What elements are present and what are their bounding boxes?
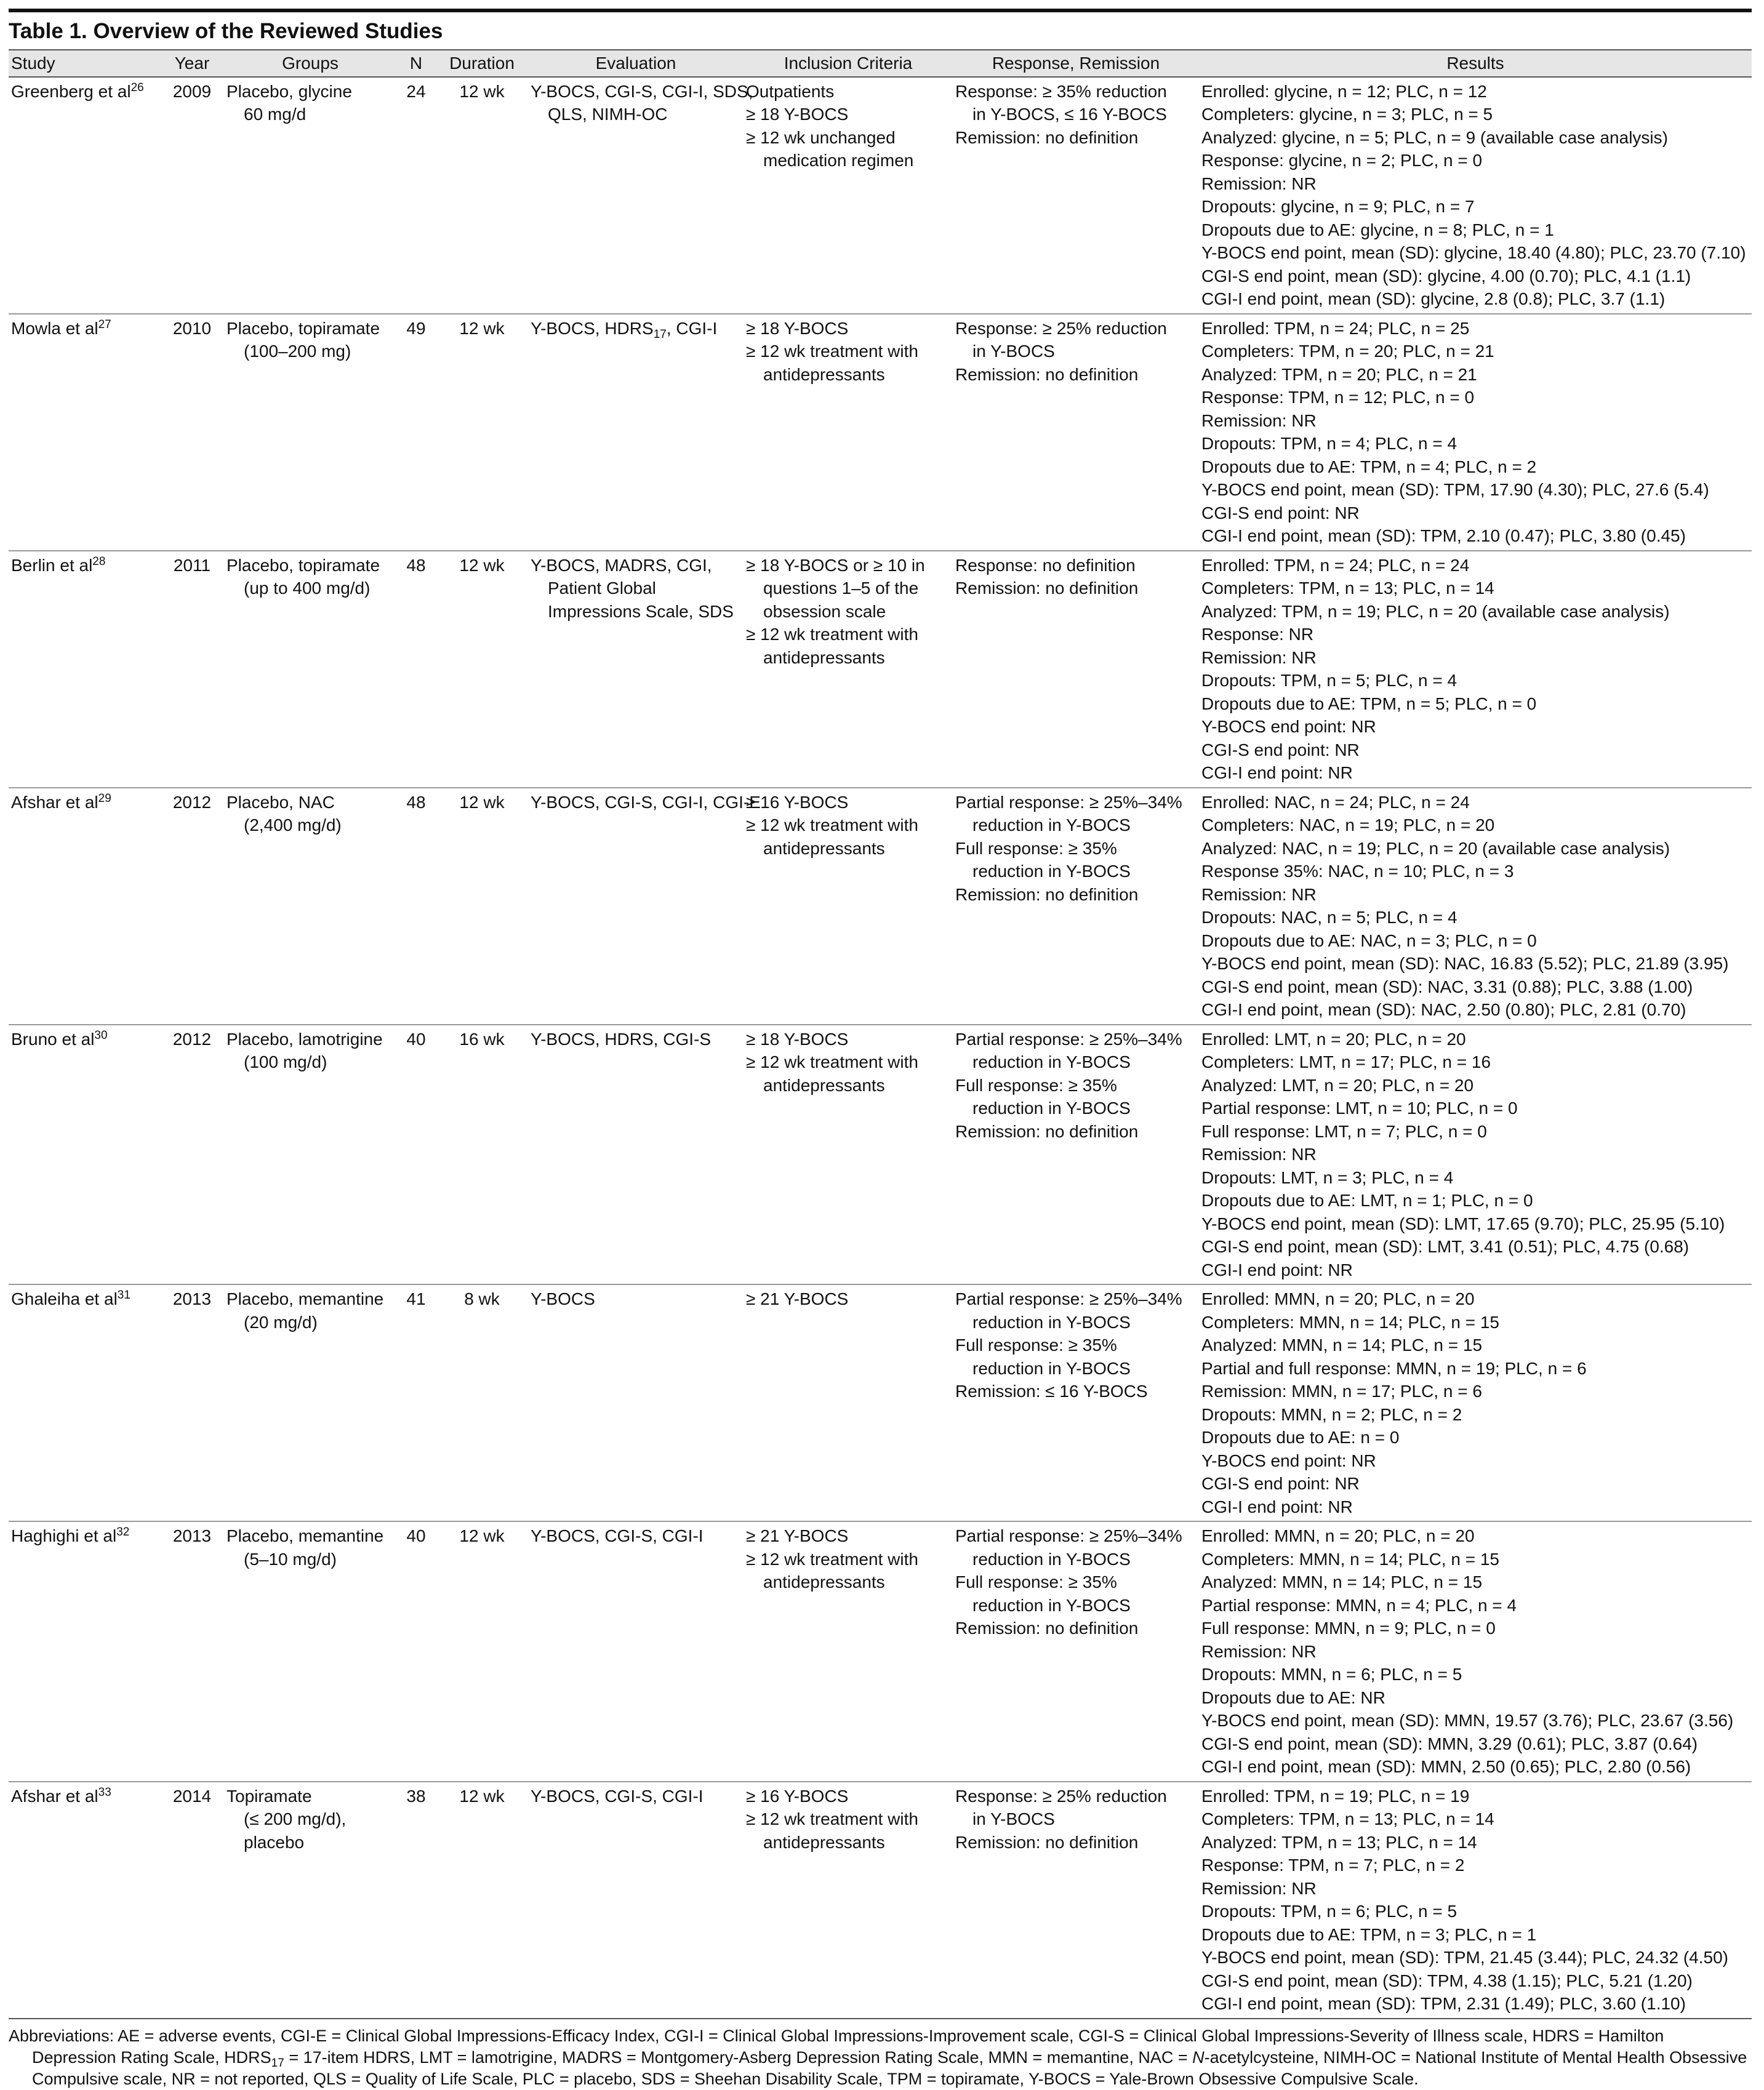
results-line: CGI-S end point, mean (SD): TPM, 4.38 (1.15); PLC, 5.21 (1.20) — [1201, 1971, 1693, 1990]
response-line: Remission: no definition — [955, 1121, 1139, 1141]
results-line: Remission: NR — [1201, 1641, 1317, 1661]
results-line: CGI-I end point: NR — [1201, 1260, 1353, 1279]
response-line: Response: ≥ 25% reduction — [955, 318, 1167, 338]
table-row — [9, 1284, 1752, 1521]
response-line: Partial response: ≥ 25%–34% — [955, 1029, 1182, 1049]
table-row — [9, 1025, 1752, 1285]
results-line: Completers: TPM, n = 13; PLC, n = 14 — [1201, 579, 1494, 598]
groups-line: (20 mg/d) — [244, 1312, 318, 1332]
results-line: Y-BOCS end point, mean (SD): TPM, 17.90 (4.30); PLC, 27.6 (5.4) — [1201, 480, 1709, 499]
results-line: CGI-S end point: NR — [1201, 503, 1360, 522]
study-name: Berlin et al — [11, 555, 93, 575]
groups-cell — [224, 1782, 396, 2019]
results-line: Completers: TPM, n = 20; PLC, n = 21 — [1201, 342, 1494, 361]
response-line: Response: no definition — [955, 555, 1136, 575]
results-line: Partial response: LMT, n = 10; PLC, n = 0 — [1201, 1099, 1518, 1118]
response-line: Remission: ≤ 16 Y-BOCS — [955, 1382, 1148, 1401]
results-line: Dropouts: TPM, n = 6; PLC, n = 5 — [1201, 1902, 1457, 1921]
year-cell: 2013 — [160, 1284, 224, 1521]
results-line: Response: TPM, n = 7; PLC, n = 2 — [1201, 1856, 1465, 1875]
results-line: Remission: MMN, n = 17; PLC, n = 6 — [1201, 1382, 1482, 1401]
response-line: in Y-BOCS — [972, 342, 1055, 361]
results-line: Analyzed: glycine, n = 5; PLC, n = 9 (available case analysis) — [1201, 127, 1668, 147]
results-line: Y-BOCS end point, mean (SD): TPM, 21.45 (3.44); PLC, 24.32 (4.50) — [1201, 1948, 1728, 1967]
inclusion-line: antidepressants — [763, 647, 885, 667]
evaluation-cell — [528, 314, 744, 551]
inclusion-line: antidepressants — [763, 364, 885, 384]
study-name: Ghaleiha et al — [11, 1289, 118, 1308]
response-line: in Y-BOCS — [972, 1809, 1055, 1828]
study-cell — [9, 1284, 160, 1521]
response-line: Remission: no definition — [955, 1619, 1139, 1638]
groups-cell — [224, 77, 396, 314]
results-line: Response 35%: NAC, n = 10; PLC, n = 3 — [1201, 862, 1514, 881]
results-line: Completers: NAC, n = 19; PLC, n = 20 — [1201, 815, 1495, 835]
year-cell: 2009 — [160, 77, 224, 314]
table-row — [9, 788, 1752, 1025]
inclusion-line: ≥ 18 Y-BOCS — [746, 105, 849, 124]
inclusion-line: ≥ 18 Y-BOCS — [746, 1029, 849, 1049]
n-cell: 41 — [396, 1284, 436, 1521]
results-line: Dropouts: TPM, n = 5; PLC, n = 4 — [1201, 671, 1457, 690]
year-cell: 2012 — [160, 788, 224, 1025]
evaluation-cell — [528, 1284, 744, 1521]
response-line: Partial response: ≥ 25%–34% — [955, 1526, 1182, 1545]
reference-number: 33 — [98, 1785, 111, 1799]
year-cell: 2012 — [160, 1025, 224, 1285]
evaluation-cell — [528, 1025, 744, 1285]
results-line: Remission: NR — [1201, 410, 1317, 430]
inclusion-line: ≥ 16 Y-BOCS — [746, 792, 849, 812]
response-line: Partial response: ≥ 25%–34% — [955, 1289, 1182, 1308]
results-line: Partial response: MMN, n = 4; PLC, n = 4 — [1201, 1595, 1517, 1615]
groups-line: placebo — [244, 1832, 305, 1852]
response-line: Remission: no definition — [955, 884, 1139, 904]
inclusion-line: antidepressants — [763, 838, 885, 858]
results-line: Enrolled: glycine, n = 12; PLC, n = 12 — [1201, 81, 1487, 101]
results-line: Enrolled: TPM, n = 24; PLC, n = 25 — [1201, 318, 1470, 338]
response-cell — [953, 1521, 1199, 1782]
groups-line: (2,400 mg/d) — [244, 815, 342, 835]
response-cell — [953, 1025, 1199, 1285]
groups-cell — [224, 314, 396, 551]
results-line: Enrolled: MMN, n = 20; PLC, n = 20 — [1201, 1526, 1475, 1545]
study-name: Greenberg et al — [11, 81, 131, 101]
inclusion-line: ≥ 12 wk treatment with — [746, 625, 918, 644]
inclusion-line: ≥ 12 wk treatment with — [746, 342, 918, 361]
results-line: Analyzed: TPM, n = 19; PLC, n = 20 (available case analysis) — [1201, 601, 1670, 621]
groups-line: (5–10 mg/d) — [244, 1549, 337, 1569]
response-line: reduction in Y-BOCS — [972, 1549, 1131, 1569]
results-line: Completers: glycine, n = 3; PLC, n = 5 — [1201, 105, 1493, 124]
evaluation-cell — [528, 1521, 744, 1782]
results-cell — [1199, 1284, 1752, 1521]
table-row — [9, 1521, 1752, 1782]
evaluation-line: Patient Global — [548, 579, 656, 598]
results-cell — [1199, 788, 1752, 1025]
results-line: Enrolled: TPM, n = 24; PLC, n = 24 — [1201, 555, 1470, 575]
results-line: Analyzed: TPM, n = 13; PLC, n = 14 — [1201, 1832, 1477, 1852]
inclusion-cell — [744, 551, 953, 788]
results-line: Y-BOCS end point, mean (SD): MMN, 19.57 (3.76); PLC, 23.67 (3.56) — [1201, 1711, 1734, 1730]
results-line: Remission: NR — [1201, 1878, 1317, 1898]
evaluation-line: Y-BOCS, MADRS, CGI, — [531, 555, 712, 575]
results-line: Y-BOCS end point: NR — [1201, 1451, 1376, 1470]
results-line: Completers: LMT, n = 17; PLC, n = 16 — [1201, 1052, 1491, 1071]
results-line: Dropouts due to AE: LMT, n = 1; PLC, n = 0 — [1201, 1191, 1533, 1210]
evaluation-cell — [528, 77, 753, 314]
reference-number: 27 — [98, 318, 111, 331]
subscript-17: 17 — [653, 327, 667, 341]
inclusion-line: ≥ 12 wk unchanged — [746, 127, 896, 147]
n-cell: 48 — [396, 788, 436, 1025]
results-line: Partial and full response: MMN, n = 19; PLC, n = 6 — [1201, 1358, 1587, 1378]
header-results: Results — [1199, 50, 1752, 77]
inclusion-cell — [744, 1521, 953, 1782]
response-line: Partial response: ≥ 25%–34% — [955, 792, 1182, 812]
response-line: Remission: no definition — [955, 1832, 1139, 1852]
results-line: Completers: MMN, n = 14; PLC, n = 15 — [1201, 1312, 1499, 1332]
results-line: CGI-I end point, mean (SD): NAC, 2.50 (0.80); PLC, 2.81 (0.70) — [1201, 1000, 1686, 1019]
inclusion-cell — [744, 788, 953, 1025]
n-cell: 38 — [396, 1782, 436, 2019]
subscript-17: 17 — [271, 2056, 284, 2070]
study-cell — [9, 77, 160, 314]
study-name: Haghighi et al — [11, 1526, 117, 1545]
study-name: Mowla et al — [11, 318, 98, 338]
year-cell: 2014 — [160, 1782, 224, 2019]
inclusion-line: ≥ 12 wk treatment with — [746, 1052, 918, 1071]
response-cell — [953, 314, 1199, 551]
results-line: Enrolled: NAC, n = 24; PLC, n = 24 — [1201, 792, 1470, 812]
results-line: Dropouts: MMN, n = 2; PLC, n = 2 — [1201, 1404, 1462, 1424]
response-line: reduction in Y-BOCS — [972, 1358, 1131, 1378]
results-line: Enrolled: MMN, n = 20; PLC, n = 20 — [1201, 1289, 1475, 1308]
inclusion-line: ≥ 12 wk treatment with — [746, 815, 918, 835]
response-line: Response: ≥ 25% reduction — [955, 1786, 1167, 1806]
results-cell — [1199, 551, 1752, 788]
results-line: Enrolled: LMT, n = 20; PLC, n = 20 — [1201, 1029, 1466, 1049]
results-line: Y-BOCS end point: NR — [1201, 717, 1376, 736]
groups-cell — [224, 788, 396, 1025]
n-cell: 40 — [396, 1025, 436, 1285]
header-year: Year — [160, 50, 224, 77]
groups-line: (100–200 mg) — [244, 342, 351, 361]
results-line: Analyzed: MMN, n = 14; PLC, n = 15 — [1201, 1335, 1483, 1355]
inclusion-line: ≥ 21 Y-BOCS — [746, 1289, 849, 1308]
groups-line: Topiramate — [227, 1786, 312, 1806]
results-line: Y-BOCS end point, mean (SD): LMT, 17.65 (9.70); PLC, 25.95 (5.10) — [1201, 1214, 1725, 1233]
response-line: Full response: ≥ 35% — [955, 1075, 1117, 1095]
results-line: CGI-I end point: NR — [1201, 763, 1353, 782]
n-cell: 24 — [396, 77, 436, 314]
results-line: CGI-S end point: NR — [1201, 1474, 1360, 1493]
results-line: Dropouts: MMN, n = 6; PLC, n = 5 — [1201, 1665, 1462, 1684]
response-line: Response: ≥ 35% reduction — [955, 81, 1167, 101]
results-line: Response: TPM, n = 12; PLC, n = 0 — [1201, 388, 1475, 407]
results-line: Dropouts due to AE: glycine, n = 8; PLC, n = 1 — [1201, 220, 1554, 239]
reference-number: 26 — [130, 81, 144, 94]
duration-cell: 8 wk — [436, 1284, 528, 1521]
results-line: Dropouts due to AE: TPM, n = 5; PLC, n = 0 — [1201, 694, 1537, 713]
response-line: reduction in Y-BOCS — [972, 1099, 1131, 1118]
results-line: Remission: NR — [1201, 174, 1317, 193]
evaluation-line: Y-BOCS, $HDRS_{17}$, CGI-I — [531, 318, 718, 341]
results-line: Dropouts due to AE: NR — [1201, 1688, 1385, 1707]
results-line: Dropouts: TPM, n = 4; PLC, n = 4 — [1201, 434, 1457, 453]
results-line: Dropouts due to AE: NAC, n = 3; PLC, n = 0 — [1201, 931, 1537, 950]
evaluation-cell — [528, 1782, 744, 2019]
groups-cell — [224, 1025, 396, 1285]
year-cell: 2013 — [160, 1521, 224, 1782]
table-body — [9, 77, 1752, 2019]
results-line: Dropouts: glycine, n = 9; PLC, n = 7 — [1201, 197, 1475, 216]
response-cell — [953, 77, 1199, 314]
results-line: Remission: NR — [1201, 884, 1317, 904]
evaluation-line: Y-BOCS, CGI-S, CGI-I, SDS, — [531, 81, 753, 101]
results-line: Analyzed: MMN, n = 14; PLC, n = 15 — [1201, 1572, 1483, 1592]
response-line: Full response: ≥ 35% — [955, 1335, 1117, 1355]
inclusion-line: ≥ 12 wk treatment with — [746, 1809, 918, 1828]
results-line: Analyzed: LMT, n = 20; PLC, n = 20 — [1201, 1075, 1474, 1095]
results-line: Completers: TPM, n = 13; PLC, n = 14 — [1201, 1809, 1494, 1828]
results-line: Response: NR — [1201, 625, 1314, 644]
evaluation-line: Y-BOCS — [531, 1289, 595, 1308]
evaluation-cell — [528, 788, 761, 1025]
results-line: Y-BOCS end point, mean (SD): glycine, 18.40 (4.80); PLC, 23.70 (7.10) — [1201, 243, 1746, 262]
groups-line: Placebo, topiramate — [227, 555, 380, 575]
n-cell: 49 — [396, 314, 436, 551]
results-cell — [1199, 77, 1752, 314]
inclusion-cell — [744, 77, 953, 314]
results-line: CGI-S end point, mean (SD): MMN, 3.29 (0.61); PLC, 3.87 (0.64) — [1201, 1734, 1698, 1753]
duration-cell: 12 wk — [436, 314, 528, 551]
evaluation-line: QLS, NIMH-OC — [548, 105, 668, 124]
table-row — [9, 314, 1752, 551]
study-cell — [9, 551, 160, 788]
study-name: Afshar et al — [11, 1786, 98, 1806]
results-line: CGI-I end point, mean (SD): MMN, 2.50 (0.65); PLC, 2.80 (0.56) — [1201, 1757, 1691, 1776]
n-cell: 48 — [396, 551, 436, 788]
results-line: CGI-S end point, mean (SD): LMT, 3.41 (0.51); PLC, 4.75 (0.68) — [1201, 1237, 1690, 1256]
results-cell — [1199, 1782, 1752, 2019]
inclusion-line: questions 1–5 of the — [763, 579, 919, 598]
header-response: Response, Remission — [953, 50, 1199, 77]
groups-line: Placebo, glycine — [227, 81, 352, 101]
table-row — [9, 77, 1752, 314]
table-title: Table 1. Overview of the Reviewed Studies — [9, 19, 443, 43]
inclusion-line: ≥ 21 Y-BOCS — [746, 1526, 849, 1545]
response-line: Remission: no definition — [955, 579, 1139, 598]
evaluation-line: Y-BOCS, CGI-S, CGI-I, CGI-E — [531, 792, 761, 812]
study-cell — [9, 788, 160, 1025]
header-n: N — [396, 50, 436, 77]
inclusion-line: obsession scale — [763, 601, 886, 621]
reference-number: 29 — [98, 791, 111, 805]
year-cell: 2011 — [160, 551, 224, 788]
table-row — [9, 551, 1752, 788]
response-cell — [953, 788, 1199, 1025]
reference-number: 32 — [116, 1526, 130, 1539]
results-line: CGI-S end point, mean (SD): NAC, 3.31 (0.88); PLC, 3.88 (1.00) — [1201, 977, 1693, 996]
inclusion-line: antidepressants — [763, 1075, 885, 1095]
groups-line: Placebo, lamotrigine — [227, 1029, 383, 1049]
results-line: Response: glycine, n = 2; PLC, n = 0 — [1201, 151, 1483, 170]
results-line: CGI-I end point, mean (SD): TPM, 2.31 (1.49); PLC, 3.60 (1.10) — [1201, 1994, 1686, 2013]
inclusion-cell — [744, 1782, 953, 2019]
results-line: Analyzed: TPM, n = 20; PLC, n = 21 — [1201, 364, 1477, 384]
inclusion-cell — [744, 1025, 953, 1285]
inclusion-line: medication regimen — [763, 151, 914, 170]
groups-line: 60 mg/d — [244, 105, 307, 124]
groups-cell — [224, 1521, 396, 1782]
results-cell — [1199, 1025, 1752, 1285]
study-cell — [9, 314, 160, 551]
groups-line: (≤ 200 mg/d), — [244, 1809, 347, 1828]
groups-cell — [224, 1284, 396, 1521]
study-name: Afshar et al — [11, 792, 98, 812]
inclusion-line: ≥ 18 Y-BOCS — [746, 318, 849, 338]
groups-line: Placebo, memantine — [227, 1289, 384, 1308]
study-cell — [9, 1521, 160, 1782]
duration-cell: 12 wk — [436, 551, 528, 788]
response-cell — [953, 1284, 1199, 1521]
results-line: Dropouts due to AE: TPM, n = 4; PLC, n = 2 — [1201, 457, 1537, 476]
groups-line: (100 mg/d) — [244, 1052, 327, 1071]
evaluation-line: Impressions Scale, SDS — [548, 601, 734, 621]
abbreviations-footnote: Abbreviations: AE = adverse events, CGI-E = Clinical Global Impressions-Efficacy Index, CGI-I = Clinical Global Impressions-Improvement scale, CGI-S = Clinical Global Impressions-Severity of Illness scale, HDRS = Hamilton Depression Rating Scale, $HDRS_{17}$ = 17-item HDRS, LMT = lamotrigine, MADRS = Montgomery-Asberg Depression Rating Scale, MMN = memantine, NAC = N-acetylcysteine, NIMH-OC = National Institute of Mental Health Obsessive Compulsive scale, NR = not reported, QLS = Quality of Life Scale, PLC = placebo, SDS = Sheehan Disability Scale, TPM = topiramate, Y-BOCS = Yale-Brown Obsessive Compulsive Scale. — [9, 2026, 1747, 2088]
duration-cell: 12 wk — [436, 788, 528, 1025]
header-study: Study — [9, 50, 160, 77]
response-line: Remission: no definition — [955, 127, 1139, 147]
duration-cell: 16 wk — [436, 1025, 528, 1285]
evaluation-line: Y-BOCS, HDRS, CGI-S — [531, 1029, 712, 1049]
results-cell — [1199, 1521, 1752, 1782]
results-line: Dropouts due to AE: TPM, n = 3; PLC, n = 1 — [1201, 1924, 1537, 1944]
results-line: Remission: NR — [1201, 647, 1317, 667]
results-line: CGI-I end point: NR — [1201, 1497, 1353, 1516]
duration-cell: 12 wk — [436, 77, 528, 314]
study-cell — [9, 1782, 160, 2019]
top-rule — [9, 9, 1752, 12]
header-row — [9, 50, 1752, 77]
table-row — [9, 1782, 1752, 2019]
response-line: reduction in Y-BOCS — [972, 815, 1131, 835]
response-line: reduction in Y-BOCS — [972, 862, 1131, 881]
results-line: Completers: MMN, n = 14; PLC, n = 15 — [1201, 1549, 1499, 1569]
results-line: Full response: MMN, n = 9; PLC, n = 0 — [1201, 1619, 1496, 1638]
study-name: Bruno et al — [11, 1029, 95, 1049]
evaluation-line: Y-BOCS, CGI-S, CGI-I — [531, 1786, 704, 1806]
results-line: Remission: NR — [1201, 1145, 1317, 1164]
response-cell — [953, 551, 1199, 788]
header-groups: Groups — [224, 50, 396, 77]
results-line: Full response: LMT, n = 7; PLC, n = 0 — [1201, 1121, 1487, 1141]
results-line: Y-BOCS end point, mean (SD): NAC, 16.83 (5.52); PLC, 21.89 (3.95) — [1201, 954, 1729, 973]
duration-cell: 12 wk — [436, 1521, 528, 1782]
inclusion-line: Outpatients — [746, 81, 835, 101]
response-line: Remission: no definition — [955, 364, 1139, 384]
response-line: Full response: ≥ 35% — [955, 1572, 1117, 1592]
results-line: Analyzed: NAC, n = 19; PLC, n = 20 (available case analysis) — [1201, 838, 1670, 858]
groups-cell — [224, 551, 396, 788]
reference-number: 28 — [92, 555, 106, 568]
response-line: reduction in Y-BOCS — [972, 1312, 1131, 1332]
results-line: CGI-I end point, mean (SD): glycine, 2.8 (0.8); PLC, 3.7 (1.1) — [1201, 289, 1666, 308]
results-line: CGI-S end point: NR — [1201, 740, 1360, 759]
groups-line: Placebo, NAC — [227, 792, 335, 812]
inclusion-line: antidepressants — [763, 1832, 885, 1852]
results-cell — [1199, 314, 1752, 551]
results-line: Dropouts: LMT, n = 3; PLC, n = 4 — [1201, 1167, 1454, 1187]
results-line: Dropouts: NAC, n = 5; PLC, n = 4 — [1201, 908, 1457, 927]
reference-number: 31 — [117, 1289, 130, 1302]
response-cell — [953, 1782, 1199, 2019]
studies-table — [9, 49, 1752, 2019]
inclusion-line: ≥ 12 wk treatment with — [746, 1549, 918, 1569]
study-cell — [9, 1025, 160, 1285]
results-line: Enrolled: TPM, n = 19; PLC, n = 19 — [1201, 1786, 1470, 1806]
italic-n: N — [1192, 2048, 1205, 2067]
response-line: reduction in Y-BOCS — [972, 1595, 1131, 1615]
reference-number: 30 — [94, 1028, 108, 1042]
header-inclusion: Inclusion Criteria — [744, 50, 953, 77]
results-line: CGI-I end point, mean (SD): TPM, 2.10 (0.47); PLC, 3.80 (0.45) — [1201, 526, 1686, 545]
results-line: CGI-S end point, mean (SD): glycine, 4.00 (0.70); PLC, 4.1 (1.1) — [1201, 266, 1691, 286]
results-line: Dropouts due to AE: n = 0 — [1201, 1428, 1400, 1447]
evaluation-line: Y-BOCS, CGI-S, CGI-I — [531, 1526, 704, 1545]
inclusion-cell — [744, 1284, 953, 1521]
year-cell: 2010 — [160, 314, 224, 551]
n-cell: 40 — [396, 1521, 436, 1782]
groups-line: Placebo, topiramate — [227, 318, 380, 338]
inclusion-line: ≥ 18 Y-BOCS or ≥ 10 in — [746, 555, 925, 575]
response-line: Full response: ≥ 35% — [955, 838, 1117, 858]
response-line: reduction in Y-BOCS — [972, 1052, 1131, 1071]
response-line: in Y-BOCS, ≤ 16 Y-BOCS — [972, 105, 1167, 124]
groups-line: (up to 400 mg/d) — [244, 579, 371, 598]
header-evaluation: Evaluation — [528, 50, 744, 77]
inclusion-line: antidepressants — [763, 1572, 885, 1592]
inclusion-line: ≥ 16 Y-BOCS — [746, 1786, 849, 1806]
groups-line: Placebo, memantine — [227, 1526, 384, 1545]
inclusion-cell — [744, 314, 953, 551]
duration-cell: 12 wk — [436, 1782, 528, 2019]
header-duration: Duration — [436, 50, 528, 77]
evaluation-cell — [528, 551, 744, 788]
